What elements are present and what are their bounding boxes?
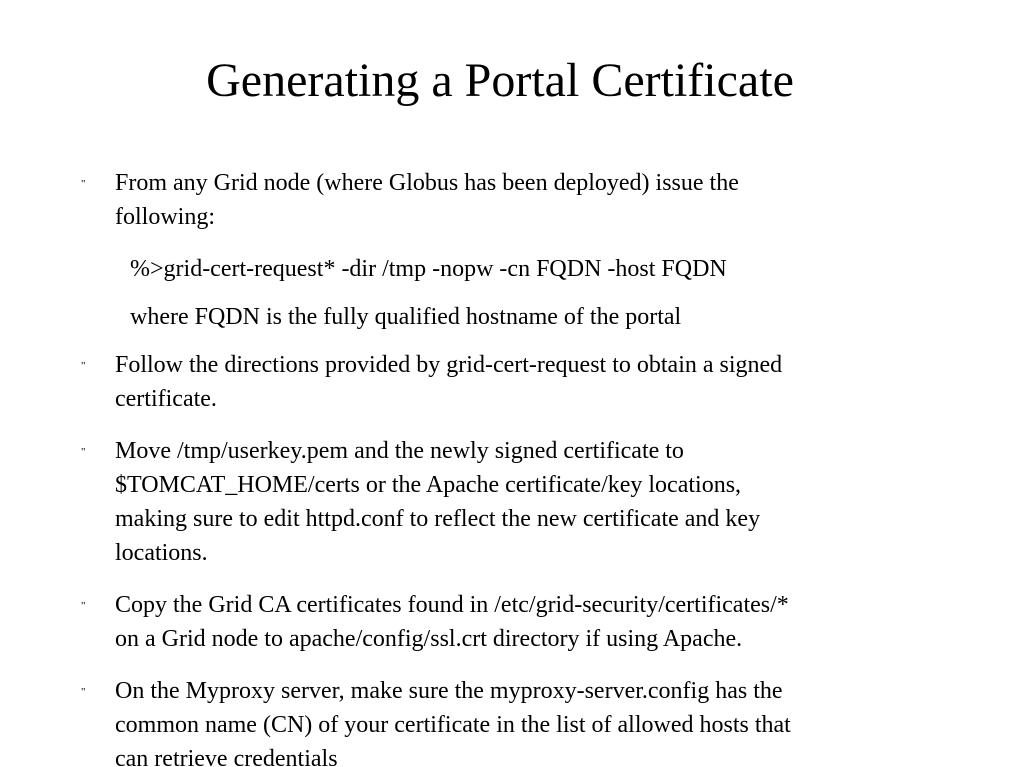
bullet-5-line-1: On the Myproxy server, make sure the myproxy-server.config has the — [115, 678, 783, 704]
bullet-5-line-3: can retrieve credentials — [115, 746, 338, 767]
bullet-marker: " — [81, 360, 86, 372]
bullet-3-line-2: $TOMCAT_HOME/certs or the Apache certificate/key locations, — [115, 472, 742, 498]
bullet-3-line-4: locations. — [115, 540, 208, 566]
bullet-marker: " — [81, 686, 86, 698]
bullet-marker: " — [81, 600, 86, 612]
bullet-1-line-1: From any Grid node (where Globus has been deployed) issue the — [115, 170, 739, 196]
bullet-3-line-3: making sure to edit httpd.conf to reflect the new certificate and key — [115, 506, 761, 532]
bullet-2-line-1: Follow the directions provided by grid-cert-request to obtain a signed — [115, 352, 783, 378]
command-line: %>grid-cert-request* -dir /tmp -nopw -cn FQDN -host FQDN — [130, 256, 727, 282]
bullet-4-line-1: Copy the Grid CA certificates found in /etc/grid-security/certificates/* — [115, 592, 789, 618]
bullet-2-line-2: certificate. — [115, 386, 217, 412]
bullet-marker: " — [81, 446, 86, 458]
bullet-1-line-2: following: — [115, 204, 215, 230]
slide-title: Generating a Portal Certificate — [206, 54, 794, 107]
bullet-marker: " — [81, 178, 86, 190]
bullet-4-line-2: on a Grid node to apache/config/ssl.crt directory if using Apache. — [115, 626, 743, 652]
bullet-3-line-1: Move /tmp/userkey.pem and the newly signed certificate to — [115, 438, 684, 464]
bullet-5-line-2: common name (CN) of your certificate in the list of allowed hosts that — [115, 712, 791, 738]
command-note: where FQDN is the fully qualified hostname of the portal — [130, 304, 682, 330]
